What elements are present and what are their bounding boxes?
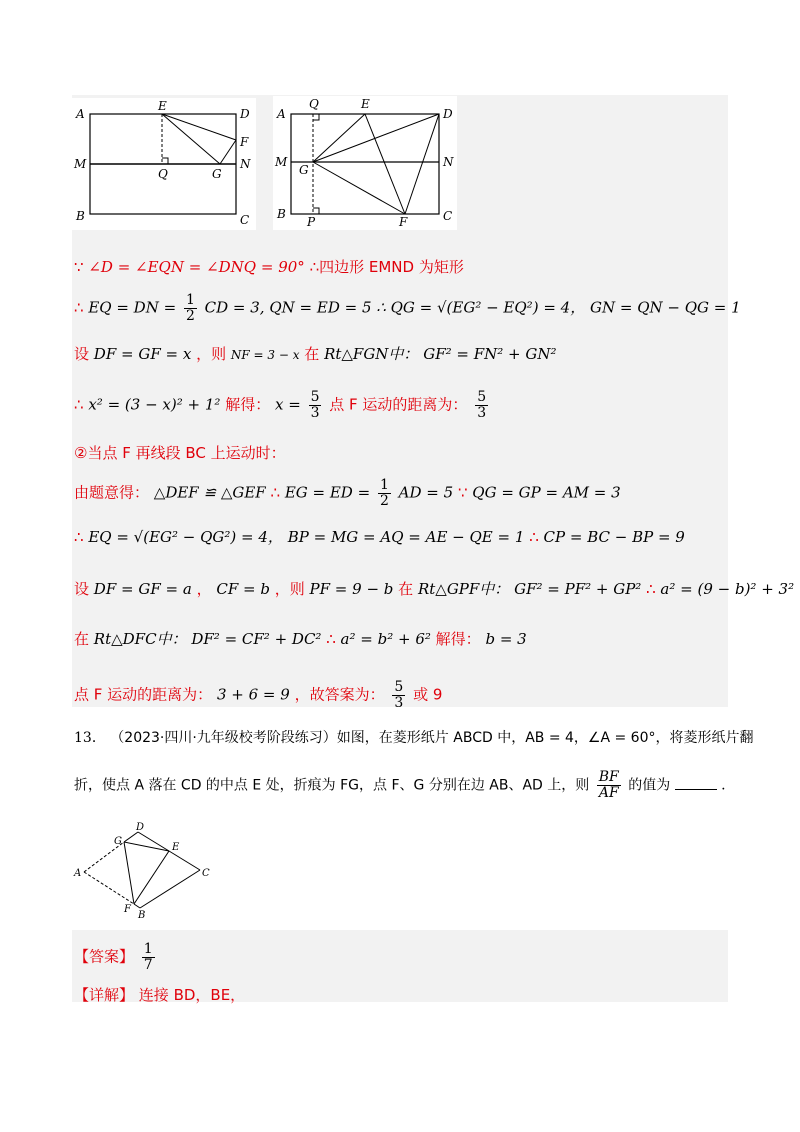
fig2-label-D: D <box>443 107 453 121</box>
fig2-label-C: C <box>443 209 453 223</box>
therefore-symbol-2: ∴ <box>529 528 539 546</box>
fig1-label-N: N <box>240 157 251 171</box>
solution-line-6 <box>74 478 621 509</box>
therefore-symbol: ∴ <box>326 630 336 648</box>
fig3-label-D: D <box>136 822 145 833</box>
because-symbol: ∵ <box>457 483 468 502</box>
distance-text: 点 F 运动的距离为： <box>329 395 468 414</box>
question-text-1: （2023·四川·九年级校考阶段练习）如图，在菱形纸片 ABCD 中，AB = 4，∠A = 60°，将菱形纸片翻 <box>110 730 754 746</box>
question-text-2: 折，使点 A 落在 CD 的中点 E 处，折痕为 FG，点 F、G 分别在边 AB、AD 上，则 <box>74 777 590 794</box>
solve-text: 解得： <box>435 630 481 648</box>
answer-blank <box>675 777 717 790</box>
then-text: ，则 <box>274 580 305 598</box>
pythagorean-gpf: GF² = PF² + GP² <box>514 580 642 598</box>
b-equals-3: b = 3 <box>485 630 527 648</box>
equation-a: a² = (9 − b)² + 3² <box>660 580 795 598</box>
answer-line <box>74 942 158 973</box>
right-triangle-fgn: Rt△FGN中： <box>324 345 419 363</box>
fig2-label-N: N <box>443 155 454 169</box>
fig1-label-B: B <box>76 209 85 223</box>
answer-fraction: $\frac{1}{7}$ <box>143 941 153 973</box>
question-value-text: 的值为 <box>628 777 671 794</box>
in-text: 在 <box>398 580 414 598</box>
answer-intro: ，故答案为： <box>294 685 385 704</box>
bp-formula: BP = MG = AQ = AE − QE = 1 <box>287 528 525 546</box>
fig1-label-M: M <box>74 157 87 171</box>
eq-dn-text: EQ = DN = <box>88 298 177 317</box>
qg-gp-am: QG = GP = AM = 3 <box>472 483 621 502</box>
solution-line-9 <box>74 628 527 649</box>
figure-1 <box>72 98 256 230</box>
nf-expression: NF = 3 − x <box>230 348 300 362</box>
equation-x: x² = (3 − x)² + 1² <box>88 395 221 414</box>
cd-qn-text: CD = 3, QN = ED = 5 <box>204 298 372 317</box>
let-text: 设 <box>74 580 90 598</box>
fig3-label-E: E <box>172 842 180 853</box>
five-thirds-fraction-2: $\frac{5}{3}$ <box>477 389 487 421</box>
solve-text: 解得： <box>225 395 271 414</box>
solution-line-7 <box>74 526 685 547</box>
answer-label: 【答案】 <box>74 947 135 966</box>
fig2-label-A: A <box>277 107 286 121</box>
comma: ， <box>196 580 212 598</box>
fig2-label-P: P <box>307 215 316 229</box>
equation-a2: a² = b² + 6² <box>340 630 431 648</box>
fig2-label-B: B <box>277 207 286 221</box>
in-text: 在 <box>74 630 90 648</box>
eg-ed-text: EG = ED = <box>284 483 371 502</box>
fig2-label-G: G <box>299 163 309 177</box>
therefore-symbol: ∴ <box>74 395 84 414</box>
cp-formula: CP = BC − BP = 9 <box>543 528 685 546</box>
fig1-label-A: A <box>76 107 85 121</box>
detail-label: 【详解】 <box>74 986 135 1004</box>
fig2-label-Q: Q <box>309 97 319 111</box>
five-thirds-answer: $\frac{5}{3}$ <box>394 679 404 711</box>
df-gf-x: DF = GF = x <box>93 345 192 363</box>
fig3-label-A: A <box>74 868 82 879</box>
because-symbol: ∵ <box>74 258 84 276</box>
eq-formula: EQ = √(EG² − QG²) = 4， <box>88 528 283 546</box>
ad-equals-5: AD = 5 <box>398 483 454 502</box>
fig3-label-C: C <box>202 868 210 879</box>
fig1-label-E: E <box>158 99 167 113</box>
fig1-label-C: C <box>240 213 250 227</box>
fig1-label-F: F <box>240 135 249 149</box>
solution-line-3 <box>74 343 557 364</box>
detail-line <box>74 984 245 1005</box>
or-nine: 或 9 <box>413 685 443 704</box>
solution-line-10 <box>74 680 442 711</box>
cf-b: CF = b <box>216 580 270 598</box>
df-gf-a: DF = GF = a <box>93 580 192 598</box>
half-fraction: $\frac{1}{2}$ <box>185 292 195 324</box>
rectangle-conclusion: ∴四边形 EMND 为矩形 <box>309 258 464 276</box>
then-text: ，则 <box>196 345 227 363</box>
given-text: 由题意得： <box>74 483 150 502</box>
sum-equals-9: 3 + 6 = 9 <box>216 685 290 704</box>
fig1-label-G: G <box>212 167 222 181</box>
pythagorean-dfc: DF² = CF² + DC² <box>191 630 322 648</box>
distance-text: 点 F 运动的距离为： <box>74 685 213 704</box>
fig3-label-G: G <box>114 836 122 847</box>
solution-line-4 <box>74 390 491 421</box>
fig1-label-D: D <box>240 107 250 121</box>
therefore-symbol: ∴ <box>646 580 656 598</box>
fig1-label-Q: Q <box>158 167 168 181</box>
fig2-label-F: F <box>399 215 408 229</box>
bf-af-fraction: $\frac{BF}{AF}$ <box>598 769 619 801</box>
fig3-label-F: F <box>124 904 131 915</box>
gn-formula: GN = QN − QG = 1 <box>589 298 741 317</box>
in-text: 在 <box>304 345 320 363</box>
x-equals: x = <box>274 395 301 414</box>
fig3-label-B: B <box>138 910 146 920</box>
fig2-label-M: M <box>275 155 288 169</box>
solution-line-1 <box>74 256 464 277</box>
therefore-symbol: ∴ <box>270 483 281 502</box>
angle-equation: ∠D = ∠EQN = ∠DNQ = 90° <box>88 258 305 276</box>
half-fraction-2: $\frac{1}{2}$ <box>379 477 389 509</box>
solution-line-8 <box>74 578 794 599</box>
qg-formula: ∴ QG = √(EG² − EQ²) = 4， <box>376 298 586 317</box>
pythagorean-fgn: GF² = FN² + GN² <box>423 345 557 363</box>
figure-2 <box>273 96 457 230</box>
solution-line-5: ②当点 F 再线段 BC 上运动时： <box>74 444 286 462</box>
pf-expression: PF = 9 − b <box>309 580 394 598</box>
question-13-line-1 <box>74 727 754 747</box>
detail-text: 连接 BD，BE， <box>138 986 246 1004</box>
period: . <box>721 777 726 794</box>
therefore-symbol: ∴ <box>74 528 84 546</box>
right-triangle-gpf: Rt△GPF中： <box>417 580 510 598</box>
figure-3-rhombus <box>72 820 222 920</box>
five-thirds-fraction: $\frac{5}{3}$ <box>310 389 320 421</box>
congruence: △DEF ≌ △GEF <box>153 483 266 502</box>
right-triangle-dfc: Rt△DFC中： <box>93 630 187 648</box>
question-13-line-2 <box>74 770 726 801</box>
therefore-symbol: ∴ <box>74 298 84 317</box>
question-number: 13． <box>74 730 106 746</box>
solution-line-2 <box>74 293 741 324</box>
fig2-label-E: E <box>361 97 370 111</box>
let-text: 设 <box>74 345 90 363</box>
